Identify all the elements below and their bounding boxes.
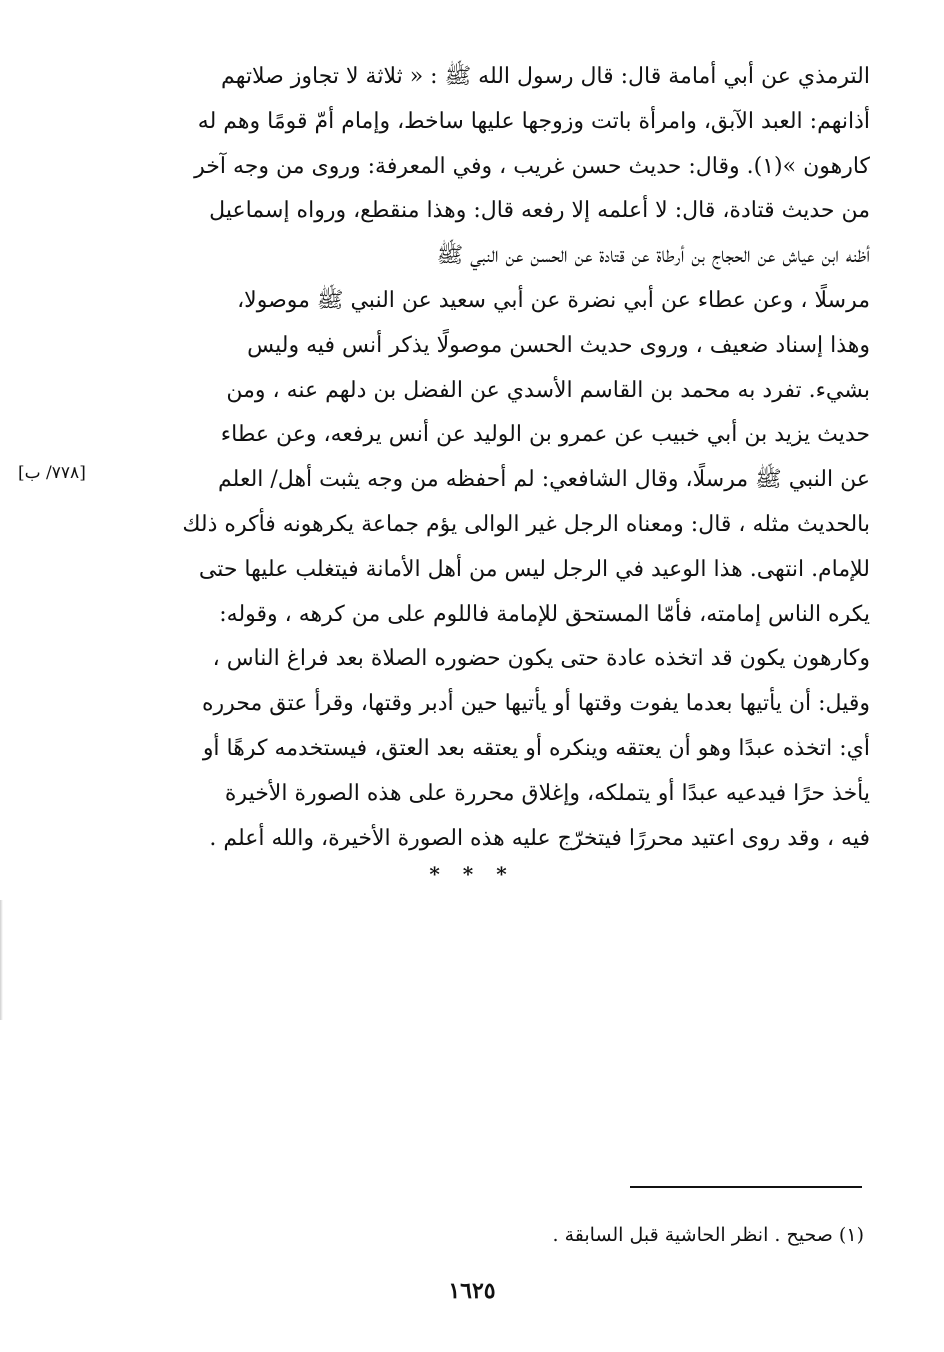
text-line: بشيء. تفرد به محمد بن القاسم الأسدي عن الفضل بن دلهم عنه ، ومن xyxy=(226,377,870,403)
text-line: عن النبي ﷺ مرسلًا، وقال الشافعي: لم أحفظه من وجه يثبت أهل/ العلم xyxy=(218,467,870,493)
text-line: أي: اتخذه عبدًا وهو أن يعتقه وينكره أو يعتقه بعد العتق، فيستخدمه كرهًا أو xyxy=(202,735,870,761)
text-line: يأخذ حرًا فيدعيه عبدًا أو يتملكه، وإغلاق محررة على هذه الصورة الأخيرة xyxy=(224,780,870,806)
text-line: أظنه ابن عياش عن الحجاج بن أرطاة عن قتادة عن الحسن عن النبي ﷺ xyxy=(436,243,870,269)
text-line: فيه ، وقد روى اعتيد محررًا فيتخرّج عليه هذه الصورة الأخيرة، والله أعلم . xyxy=(209,825,870,851)
text-line: وقيل: أن يأتيها بعدما يفوت وقتها أو يأتيها حين أدبر وقتها، وقرأ عتق محرره xyxy=(201,691,870,717)
footnote-rule xyxy=(630,1186,862,1188)
text-line: وكارهون يكون قد اتخذه عادة حتى يكون حضوره الصلاة بعد فراغ الناس ، xyxy=(212,646,870,672)
text-line: يكره الناس إمامته، فأمّا المستحق للإمامة فاللوم على من كرهه ، وقوله: xyxy=(219,601,870,627)
footnote: (١) صحيح . انظر الحاشية قبل السابقة . xyxy=(552,1224,864,1246)
text-line: من حديث قتادة، قال: لا أعلمه إلا رفعه قال: وهذا منقطع، ورواه إسماعيل xyxy=(209,198,870,224)
text-line: مرسلًا ، وعن عطاء عن أبي نضرة عن أبي سعيد عن النبي ﷺ موصولا، xyxy=(237,287,870,313)
main-text-block xyxy=(133,55,870,861)
text-line: للإمام. انتهى. هذا الوعيد في الرجل ليس من أهل الأمانة فيتغلب عليها حتى xyxy=(198,556,870,582)
text-line: أذانهم: العبد الآبق، وامرأة باتت وزوجها عليها ساخط، وإمام أمّ قومًا وهم له xyxy=(197,108,870,134)
section-separator: * * * xyxy=(429,862,515,886)
text-line: وهذا إسناد ضعيف ، وروى حديث الحسن موصولًا يذكر أنس فيه وليس xyxy=(247,332,870,358)
manuscript-folio-marker: [٧٧٨/ ب] xyxy=(18,463,86,483)
scan-edge-shadow xyxy=(0,900,3,1020)
text-line: حديث يزيد بن أبي خبيب عن عمرو بن الوليد عن أنس يرفعه، وعن عطاء xyxy=(220,422,870,448)
page-number: ١٦٢٥ xyxy=(448,1278,496,1304)
text-line: الترمذي عن أبي أمامة قال: قال رسول الله ﷺ : « ثلاثة لا تجاوز صلاتهم xyxy=(221,64,870,89)
text-line: بالحديث مثله ، قال: ومعناه الرجل غير الوالى يؤم جماعة يكرهونه فأكره ذلك xyxy=(182,511,870,537)
text-line: كارهون »(١). وقال: حديث حسن غريب ، وفي المعرفة: وروى من وجه آخر xyxy=(194,153,870,179)
